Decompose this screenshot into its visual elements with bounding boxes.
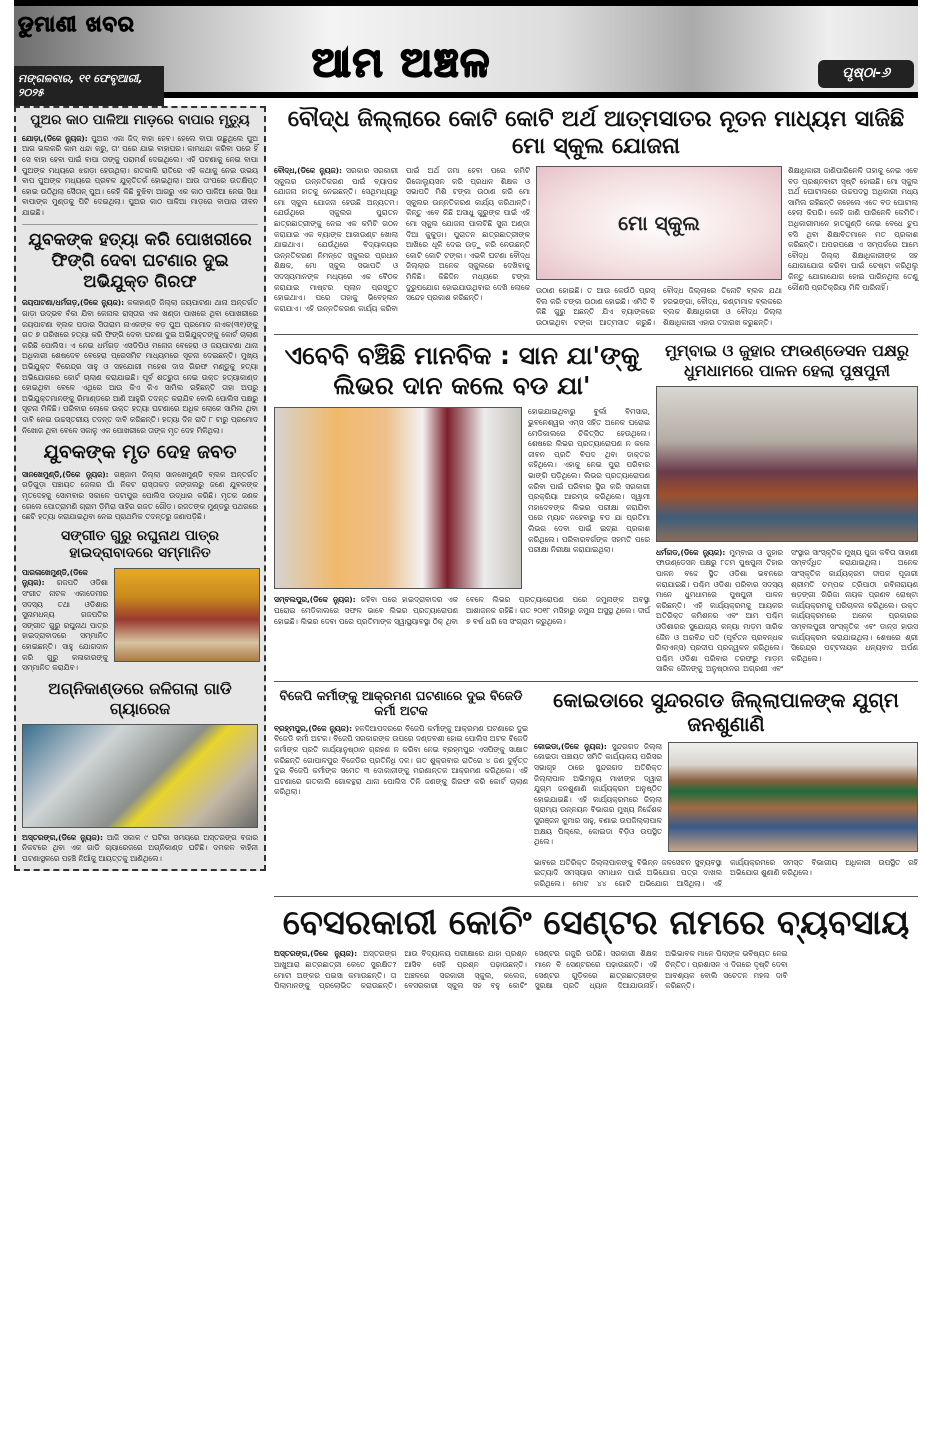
bjp-article [274,688,528,798]
article-text: ହଳଦିଆପଦରରେ ବିଜେପି କର୍ମୀଙ୍କୁ ଆକ୍ରମଣ ଘଟଣାରେ ଦୁଇ ବିଜେଡି କର୍ମୀ ଅଟକ। ବିଜେପି ସରକାରଙ୍କ ଉପରେ ଦଣ୍ଡବଶୀ ହୋଇ ପୋଲିସ ଅଟକ ବିଜେଡି କର୍ମୀଙ୍କ ପ୍ରତି କାର୍ଯ୍ୟାନୁଷ୍ଠାନ ଗ୍ରହଣ ନ କରିବା ନେଇ ବ୍ରହ୍ମପୁର ଏସପିଙ୍କୁ ସାକ୍ଷାତ କରିଛନ୍ତି ଗୋପାଳପୁର ବିଜେଡିର ପ୍ରତିନିଧି ଦଳ। ଗତ ଶୁକ୍ରବାର ରାତିରେ ୪ ଜଣ ଦୁର୍ବୃତ୍ତ ଦୁଇ ବିଜେପି କର୍ମୀଙ୍କ ସମେତ ୩ ଦୋକାନୀଙ୍କୁ ମରଣାନ୍ତକ ଆକ୍ରମଣ କରିଥିଲେ। ଏହି ଘଟଣାରେ ଗତକାଲି ଗୋଳନ୍ଥରା ଥାନା ପୋଲିସ ତିନି ଜଣଙ୍କୁ ଗିରଫ କରି କୋର୍ଟ ଚାଲାଣ କରିଥିଲା। [274,723,528,797]
article-headline: ସଙ୍ଗୀତ ଗୁରୁ ରଘୁନାଥ ପାତ୍ର ହାଇଦ୍ରାବାଦରେ ସମ୍ମାନିତ [61,527,219,562]
page-number-badge: ପୃଷ୍ଠା-୬ [818,60,914,88]
award-ceremony-photo [114,568,260,662]
article-row [22,568,258,674]
article-text: ପୁଅର ଏକା ଜିଦ୍ ବାହା ହେବ। ହେଲେ ବାପା ଉଛୁଥିଲେ ପୁଅ ଆଗ ଭଲକରି କାମ ଧନ୍ଦା କରୁ, ତା' ପରେ ଯାଇ ବାହାଘର। କାମଧନ୍ଦା କରିବା ପରେ ହିଁ ସେ ବାହା ହେବା ପାଇଁ ବାପା ତାଙ୍କୁ ପରାମର୍ଶ ଦେଇଥିଲେ। ଏହି ଘଟଣାକୁ ନେଇ ବାପା ପୁଅଙ୍କ ମଧ୍ୟରେ ଝଗଡ଼ା ହେଉଥିଲା। ଗତକାଲି ରାତିରେ ଏହି କଥାକୁ ନେଇ ଉଭୟ ବାପ ପୁଅଙ୍କ ମଧ୍ୟରେ ପ୍ରବଳ ଯୁକ୍ତିତର୍କ ହୋଇଥିଲା। ଆଉ ତା'ପରେ ଉତକ୍ଷିପ୍ତ ହୋଇ ଉଠିଥିଲା ସୈତାନ୍ ପୁଅ। କେହି କିଛି ବୁଝିବା ଆଗରୁ ଏକ କାଠ ପାଳିଆ ନେଇ ସିଧା ବାପାଙ୍କ ମୁଣ୍ଡକୁ ପିଟି ଦେଇଥିଲା। ପୁଅର କାଠ ପାଳିଆ ମାଡ଼ରେ ବାପାର ଜୀବନ ଯାଇଛି। [22,133,258,218]
article-text: ଗଜପତି ଓଡିଶା ସଂଗୀତ ନାଟକ ଏକାଡେମୀର ସଦସ୍ୟ ତଥା ଓଡିଶାର ସୁନାମଧନ୍ୟ ଗଜପତିର ସଙ୍ଗୀତ ଗୁରୁ ରଘୁନାଥ ପାତ୍ର ହାଇଦ୍ରାବାଦରେ ସମ୍ମାନିତ ହୋଇଛନ୍ତି। ସାହୁ ଯୋଗଦାନ କରି ଗୁରୁ କଳାକାରଙ୍କୁ ସମ୍ମାନିତ କରାଯିବ। [22,578,108,673]
koida-article-body: ଭାବରେ ଅତିରିକ୍ତ ଜିଲ୍ଲାପାଳଙ୍କୁ ବିଭିନ୍ନ ଜଳସେଚନ ସୁବ୍ୟବସ୍ଥା ଇତ୍ୟାଦି ସମସ୍ୟାର ସମାଧାନ ପାଇଁ ଅଭିଯୋଗ ପତ୍ର ଦାଖଲ କରିଥିଲେ। ମୋଟ ୪୪ ଗୋଟି ଅଭିଯୋଗ ଆସିଥିଲା। ଏହି କାର୍ଯ୍ୟକ୍ରମରେ ସମସ୍ତ ବିଭାଗୀୟ ଅଧିକାରୀ ଉପସ୍ଥିତ ରହି ଅଭିଯୋଗ ଶୁଣାଣି କରିଥିଲେ। [534,857,918,889]
dateline: ଧର୍ମଗଡ,(ଡିକେ ନ୍ୟୁଜ): [656,547,726,557]
article-body [22,470,258,523]
lead-article-middle [536,166,782,328]
article-headline: ପୁଅର କାଠ ପାଳିଆ ମାଡ଼ରେ ବାପାର ମୃତ୍ୟୁ [30,112,250,128]
koida-article-side [534,742,662,848]
mo-school-logo-image [536,166,782,280]
liver-photo-row [274,407,650,589]
lead-headline: ବୌଦ୍ଧ ଜିଲ୍ଲାରେ କୋଟି କୋଟି ଅର୍ଥ ଆତ୍ମସାତର ନୂତନ ମାଧ୍ୟମ ସାଜିଛି ମୋ ସ୍କୁଲ ଯୋଜନା [287,106,905,159]
main-news-area [274,106,918,992]
koida-photo-row [534,742,918,852]
page-content [14,106,918,992]
article-body [22,833,258,865]
dateline: କୋଇଡା,(ଡିକେ ନ୍ୟୁଜ): [534,741,607,751]
article-text: ଗଞ୍ଜାମ ଜିଲ୍ଲା ସାନଖେମୁଣ୍ଡି ବ୍ଲକ ଅନ୍ତର୍ଗତ ଗଡ଼ିଗୁଡ଼ା ପଞ୍ଚାୟତ ଜେଲର ଘାଁ ନିକଟ ରାସ୍ତାକଡ଼ ଜଙ୍ଗଲରୁ ଜଣେ ଯୁବକଙ୍କ ମୃତଦେହକୁ ସୋମବାର ସକାଳେ ପଟାପୁର ପୋଲିସ ଉଦ୍ଧାର କରିଛି। ମୃତକ ଜଣକ ଗେଲେ ପୋତ୍ରାମଣି ଗ୍ରାମ ଡ଼ିମିରା ସାହିର ରଜତ ଗୌଡ଼। ରଜତଙ୍କ ମୁଣ୍ଡରୁ ପଥରରେ ଛେଚି ହତ୍ୟା କରାଯାଇଥିବା ନେଇ ପ୍ରାଥମିକ ତଦନ୍ତରୁ ଜଣାପଡ଼ିଛି। [22,469,258,522]
article-text: ସରକାର ସରକାରୀ ସ୍କୁଲର ଉନ୍ନତିକରଣ ପାଇଁ ବ୍ୟାପକ ଯୋଜନା ହାତକୁ ନେଇଛନ୍ତି। ସେଥିମଧ୍ୟରୁ ମୋ ସ୍କୁଲ ଯୋଜନା ହେଉଛି ଅନ୍ୟତମ। ଯେଉଁଥିରେ ସ୍କୁଲର ପୁରାତନ ଛାତ୍ରଛାତ୍ରୀଙ୍କୁ ନେଇ ଏକ କମିଟି ଗଠନ କରାଯାଇ ଏକ ବ୍ୟାଙ୍କ ଆକାଉଣ୍ଟ ଖୋଲା ଯାଇଥାଏ। ଯେଉଁଥିରେ ବିଦ୍ୟାଳୟର ଉନ୍ନତିକରଣ ନିମନ୍ତେ ସ୍କୁଲର ପ୍ରଧାନ ଶିକ୍ଷକ, ମୋ ସ୍କୁଲ ସଭାପତି ଓ ସଦସ୍ୟମାନଙ୍କ ମଧ୍ୟରେ ଏକ ବୈଠକ କରାଯାଇ ମାଷ୍ଟର ପ୍ଲାନ ପ୍ରସ୍ତୁତ ହୋଇଥାଏ। ପରେ ତାହାକୁ ଭିବେହ୍ଲନ କରାଯାଏ। ଏହି ଉନ୍ନତିକରଣ କାର୍ଯ୍ୟ କରିବା ପାଇଁ ଅର୍ଥ ଜମା ହେବା ପରେ କମିଟି ରିଜୋଲ୍ୟୁସନ କରି ପ୍ରଧାନ ଶିକ୍ଷକ ଓ ସଭାପତି ମିଶି ଟଙ୍କା ଉଠାଣ କରି ମୋ ସ୍କୁଲର ଉନ୍ନତିକରଣ କାର୍ଯ୍ୟ କରିଥାନ୍ତି। କିନ୍ତୁ ଏବେ କିଛି ଅସାଧୁ ଗୁରୁଙ୍କ ପାଇଁ ଏହି ମୋ ସ୍କୁଲ ଯୋଜନା ପାଲଟିଛି ସୁନା ଅଣ୍ଡା ଦିଆ କୁକୁଡ଼ା। ପୁରାତନ ଛାତ୍ରଛାତ୍ରୀଙ୍କ ଆଖିରେ ଧୂଳି ଦେଇ ଉଡ଼ୁ କରି ନେଉଛନ୍ତି କୋଟି କୋଟି ଟଙ୍କା। ଏଭଳି ଘଟଣା ବୌଦ୍ଧ ଜିଲ୍ଲାର ଅନେକ ସ୍କୁଲରେ ଦେଖିବାକୁ ମିଳିଛି। କିଛିଦିନ ମଧ୍ୟରେ ଟଙ୍କା ଦୁରୁପଯୋଗ ହୋଇଯାଉଥିବାର ଦେଖି ଲୋକେ ସନ୍ଦେହ ପ୍ରକାଶ କରିଛନ୍ତି। [274,166,530,313]
pushpuni-headline: ମୁମ୍ବାଇ ଓ ଜୁହାର ଫାଉଣ୍ଡେସନ ପକ୍ଷରୁ ଧୁମଧାମରେ ପାଳନ ହେଲା ପୁଷପୁନୀ [664,341,910,380]
article-text: ଆଜି ସକାଳ ୯ ଘଟିକା ସମୟରେ ଅସ୍ତରଙ୍ଗ ବଜାର ନିକଟରେ ଥିବା ଏକ ଗାଡି ଗ୍ୟାରେଜରେ ଅଗ୍ନିକାଣ୍ଡ ଘଟିଛି। ଦମକଳ ବାହିନୀ ଘଟଣାସ୍ଥଳରେ ପହଞ୍ଚି ନିଆଁକୁ ଆୟତ୍ତକୁ ଆଣିଥିଲେ। [22,832,258,863]
dateline: ଜୟପାଟଣା/ଧର୍ମଗଡ଼,(ଡିକେ ନ୍ୟୁଜ): [22,298,125,308]
pushpuni-article [656,341,918,675]
liver-headline: ଏବେବି ବଞ୍ଚିଛି ମାନବିକ : ସାନ ଯା'ଙ୍କୁ ଲିଭର ଦାନ କଲେ ବଡ ଯା' [284,341,640,401]
section-title: ଆମ ଅଞ୍ଚଳ [312,40,492,86]
divider [22,224,258,225]
third-row [274,688,918,890]
dateline: ଅସ୍ତରଙ୍ଗ,(ଡିକେ ନ୍ୟୁଜ): [274,949,358,959]
article-headline: ଯୁବକଙ୍କ ହତ୍ୟା କରି ପୋଖରୀରେ ଫିଙ୍ଗି ଦେବା ଘଟଣାର ଦୁଇ ଅଭିଯୁକ୍ତ ଗିରଫ [28,229,252,293]
lead-article-body-cont: ଶିକ୍ଷାଧିକାରୀ ଜାଣିପାରିନେଳି ତାହାକୁ ନେଇ ଏବେ ବଡ଼ ପ୍ରଶ୍ନବାଚୀ ସୃଷ୍ଟି ହୋଇଛି। ମୋ ସ୍କୁଲ ଅର୍ଥ ଘୋଟାଲରେ ଉଚ୍ଚପଦସ୍ଥ ଅଧିକାରୀ ମଧ୍ୟ ସାମିଲ ରହିଛନ୍ତି କହେଲେ ଏତେ ବଡ ଘୋଟାଲା ହେଲା କିପରି। କେହି ଜାଣି ପାରିନେଳି କେମିତି। ଅଧିକାରୀମାନେ ହାତଗୁଣ୍ଡି ନେଇ ବେଧେ ଚୁପ ବସି ଥିବା ଶିକ୍ଷାବିତମାନେ ମତ ପ୍ରକାଶ କରିଛନ୍ତି। ଅପରପକ୍ଷେ ଏ ସମ୍ପର୍କରେ ଆମେ ବୌଦ୍ଧ ଜିଲ୍ଲା ଶିକ୍ଷାଧିକାରୀଙ୍କ ସହ ଯୋଗାଯୋଗ କରିବା ପାଇଁ ଚେଷ୍ଟା କରିଥିଲୁ କିନ୍ତୁ ଯୋଗାଯୋଗ ହୋଇ ପାରିନଥିଲା ତେଣୁ କୌଣସି ପ୍ରତିକ୍ରିୟା ମିଳି ପାରିନାହିଁ। [788,166,918,292]
bjp-headline: ବିଜେପି କର୍ମୀଙ୍କୁ ଆକ୍ରମଣ ଘଟଣାରେ ଦୁଇ ବିଜେଡି କର୍ମୀ ଅଟକ [279,687,523,718]
article-body [22,134,258,219]
divider [274,896,918,897]
divider [274,334,918,335]
coaching-article-body [274,949,918,991]
hospital-patient-photo [274,407,522,589]
koida-article [534,688,918,890]
fire-garage-photo [22,724,258,828]
dateline: ବୌଦ୍ଧ,(ଡିକେ ନ୍ୟୁଜ): [274,166,343,175]
article-text: କଳାହାଣ୍ଡି ଜିଲ୍ଲା ଜୟପାଟଣା ଥାନା ଅନ୍ତର୍ଗତ ଗାଡ଼ା ଉଦ୍ଭବ ବଁକା ଯିବା କେନାଲ ରାସ୍ତାର ଏକ ଖଣ୍ଡା ପାଖରେ ଥିବା ପୋଖରୀରେ ଜୟପାଟଣା ବ୍ଲକ ପଡାର ସିତାରାମ ନାଏକଙ୍କ ବଡ଼ ପୁଅ ପ୍ରମୋଦ ନାଏକ(୩୧)ଙ୍କୁ ଗତ ୭ ତାରିଖରେ ହତ୍ୟା କରି ଫିଙ୍ଗି ଦେବା ଘଟଣା ଦୁଇ ଅଭିଯୁକ୍ତଙ୍କୁ କୋର୍ଟ ଚାଲାଣ କରିଛି ପୋଲିସ। ଏ ନେଇ ଧର୍ମଗଡ଼ ଏସଡିପିଓ ମନୋଜ ବେହେରା ଓ ଜୟପାଟଣା ଥାନା ଅଧିକାରୀ ଶେଷଦେବ ବେହେରା ପ୍ରେସମିଟ ମାଧ୍ୟମରେ ସୂଚନା ଦେଇଛନ୍ତି। ମୁଖ୍ୟ ଅଭିଯୁକ୍ତ ବିରେନ୍ଦ୍ର ସାହୁ ଓ ସହଯୋଗୀ ମହେଶ ଦାସ ଗିରଫ ମଣ୍ଡୁକୁ ହତ୍ୟା ଅଭିଯୋଗରେ କୋର୍ଟ ଚାଲାଣ କରାଯାଇଛି। ପୂର୍ବ ଶତ୍ରୁତା ନେଇ ଉକ୍ତ ହତ୍ୟାକାଣ୍ଡ ହୋଇଥିବା ବେଳେ ଏଥିରେ ଆଉ କିଏ କିଏ ସାମିଲ ରହିଛନ୍ତି ତାହା ଅପରୁ ଅଭିଯୁକ୍ତମାନଙ୍କୁ ରିମାଣ୍ଡରେ ଆଣି ଆହୁରି ତଦନ୍ତ କରାଯିବ ବୋଲି ପୋଲିସ ପକ୍ଷରୁ ସୂଚନା ମିଳିଛି। ପରିବାର ଲୋକେ ଉକ୍ତ ହତ୍ୟା ଘଟଣାରେ ଅଧିକ ଲୋକେ ସାମିଲ ଥିବା ଦାବି ନେଇ ଉଚ୍ଚସ୍ତରୀୟ ତଦନ୍ତ ଦାବି କରିଛନ୍ତି। ହତ୍ୟା ଦିନ ରାତି ୮ ଟାରୁ ପ୍ରମୋଦ ନିଖୋଜ ଥିବା ବେଳେ ସକାଳୁ ଏକ ପୋଖରୀରେ ତାଙ୍କ ମୃତ ଦେହ ମିଳିଥିଲା। [22,298,258,435]
dateline: ପାରଳାଖେମୁଣ୍ଡି,(ଡିକେ ନ୍ୟୁଜ): [22,567,88,588]
pushpuni-article-body [656,548,918,675]
dateline: ଯୋଡ଼ା,(ଡିକେ ନ୍ୟୁଜ): [22,133,88,143]
article-headline: ଅଗ୍ନିକାଣ୍ଡରେ ଜଳିଗଲା ଗାଡି ଗ୍ୟାରେଜ [48,678,232,718]
article-text: ସୁନ୍ଦରଗଡ ଜିଲ୍ଲା କୋଇଡା ପଞ୍ଚାୟତ ସମିତି କାର୍ଯ୍ୟାଳୟ ପରିସର ସଭାଗୃହ ଠାରେ ସୁନ୍ଦରଗଡ ଅତିରିକ୍ତ ଜିଲ୍ଲାପାଳ ଅଭିମନ୍ୟୁ ମାଝୀଙ୍କ ଦ୍ୱାରା ଯୁଗ୍ମ ଜନଶୁଣାଣି କାର୍ଯ୍ୟକ୍ରମ ଅନୁଷ୍ଠିତ ହୋଇଯାଇଛି। ଏହି କାର୍ଯ୍ୟକ୍ରମରେ ଜିଲ୍ଲା ଗ୍ରାମ୍ୟ ଉନ୍ନୟନ ବିଭାଗର ମୁଖ୍ୟ ନିର୍ଦ୍ଦେଶକ ସୁରଞ୍ଜନ କୁମାର ସାହୁ, ବଣାଇ ଉପଜିଲ୍ଲାପାଳ ଅକ୍ଷୟ ପିଲ୍ଲେ, କୋଇଡା ବିଡ଼ିଓ ଉପସ୍ଥିତ ଥିଲେ। [534,741,662,847]
public-grievance-meeting-photo [668,742,918,852]
dateline: ବ୍ରହ୍ମପୁର,(ଡିକେ ନ୍ୟୁଜ): [274,723,353,733]
lead-article-body [274,166,530,314]
divider [274,681,918,682]
dateline: ଅସ୍ତରଙ୍ଗ,(ଡିକେ ନ୍ୟୁଜ): [22,832,103,842]
article-text: ମୁମ୍ବାଇ ଓ ଜୁହାର ଫାଉଣ୍ଡେସନ ପକ୍ଷରୁ ୮ତମ ପୁଷପୁନୀ ତିହାର ପାଳନ ବଦ୍ଦେ ସ୍ଥିତ ଓଡିଶା ଭବନରେ କରାଯାଇଛି। ପଶ୍ଚିମ ଓଡିଶା ପରିବାର ସଦସ୍ୟ ମାନେ ଧୁମଧାମରେ ପୁଷପୁନୀ ପାଳନ କରିଛନ୍ତି। ଏହି କାର୍ଯ୍ୟକ୍ରମକୁ ଆୟକର ଅତିରିକ୍ତ କମିଶନର ଏବଂ ଆମ ପଶ୍ଚିମ ଓଡିଶାରର ସୁଯୋଗ୍ୟ କନ୍ୟା ମାଡ଼ମ ସାରିକ ଜୈନ ଓ ଅରବିନ୍ଦ ପତି (ପୂର୍ବତନ ପ୍ରବନ୍ଧକ ରିଲାଏନ୍ସ) ପ୍ରଦୀପ ପ୍ରଜ୍ୱଳନ କରିଥିଲେ। ପଶ୍ଚିମ ଓଡିଶା ପରିବାର ତରଫରୁ ମାଡ଼ମ ସାରିକ ଜୈନଙ୍କୁ ଅନୁଷ୍ଠାନର ଅଗ୍ରଣୀ ଏବଂ ସଂସ୍ଥାର ସାଂସ୍କୃତିକ ମୁଖ୍ୟ ପୁଜା କବିତା ସାହାଣୀ ସମ୍ବର୍ଦ୍ଧିତ କରାଯାଇଥିଲା। ଅନେକ ସାଂସ୍କୃତିକ କାର୍ଯ୍ୟକ୍ରମ ଦୀପକ ପୂଜାରୀ ଶ୍ରୀମତି ଚମ୍ପକ ତ୍ରିପାଠୀ ରବିନାରାୟଣ ଷଡ଼ଙ୍ଗୀ ଗିରିଜା ନାୟକ ପ୍ରଣବ ରୋଷ୍ଟା କାର୍ଯ୍ୟକ୍ରମକୁ ପରିଚାଳନା କରିଥିଲେ। ଉକ୍ତ କାର୍ଯ୍ୟକ୍ରମରେ ଅନେକ ପ୍ରକାରର ସମ୍ବଲପୁରୀ ସାଂସ୍କୃତିକ ଏବଂ ଡାନ୍ସ ହାଉସ କାର୍ଯ୍ୟକ୍ରମ କରାଯାଇଥିଲା। ଶେଷରେ ଶ୍ରୀ ସିରେନ୍ଦ୍ର ପଟ୍ଟନାୟକ ଧନ୍ୟବାଦ ଅର୍ପଣ କରିଥିଲେ। [656,547,918,674]
dateline: ସମ୍ବଲପୁର,(ଡିକେ ନ୍ୟୁଜ): [274,595,356,605]
second-row [274,341,918,675]
liver-article-body [274,595,650,627]
article-body [22,568,108,674]
dateline: ସାନଖେମୁଣ୍ଡି,(ଡିକେ ନ୍ୟୁଜ): [22,469,109,479]
left-news-column [14,106,266,871]
article-text: ଅସ୍ତରଙ୍ଗ ଆଖୁଆରା ଛାତ୍ରଛାତ୍ରୀ କେତେ ସୁରକ୍ଷିତ? ମୋଟା ଅଙ୍କର ପଇସା କମାଉଛନ୍ତି। ତା ପିଲାମାନଙ୍କୁ ପ୍ରଲୋଭିତ କରାଉଛନ୍ତି। ଆଉ ବିଦ୍ୟାଳୟ ପରୀକ୍ଷାରେ ଯାହା ପ୍ରଶ୍ନ ଆସିବ ସେହି ପ୍ରଶ୍ନ ପଢ଼ାଉଛନ୍ତି। ଅଞ୍ଚଳରେ ସରକାରୀ ସ୍କୁଲ, କଲେଜ, ବେସରକାରୀ ସ୍କୁଲ ସହ ବହୁ କୋଚିଂ ସେଣ୍ଟର ଗଜୁରି ଉଠିଛି। ସରକାରୀ ଶିକ୍ଷକ ମାନେ ବି ସେଣ୍ଟରରେ ପଢ଼ାଉଛନ୍ତି। ଏହି ସେଣ୍ଟର ଗୁଡ଼ିକରେ ଛାତ୍ରଛାତ୍ରୀଙ୍କ ସୁରକ୍ଷା ପ୍ରତି ଧ୍ୟାନ ଦିଆଯାଉନାହିଁ। ଅଭିଭାବକ ମାନେ ପିଲାଙ୍କ ଭବିଷ୍ୟତ ନେଇ ଚିନ୍ତିତ। ପ୍ରଶାସନ ଏ ଦିଗରେ ଦୃଷ୍ଟି ଦେବା ଆବଶ୍ୟକ ବୋଲି ସଚେତନ ମହଲ ଦାବି କରିଛନ୍ତି। [274,949,788,991]
issue-date: ମଙ୍ଗଳବାର, ୧୧ ଫେବୃଆରୀ, ୨୦୨୫ [14,66,164,106]
bjp-article-body [274,724,528,798]
lead-article-body-cont: ଉଠାଣ ହୋଇଛି। ତ ଆଉ କେଉଁଠି ପ୍ରସ୍ ବିଲ କରି ଟଙ୍କା ଉଠାଣ ହୋଇଛି। ଏମିତି ବି କିଛି ଗୁରୁ ଅଛନ୍ତି ଯିଏ ବ୍ୟାଙ୍କରେ ଉଠାଇଥିବା ଟଙ୍କା ଆତ୍ମସାତ କରୁଛି। ବୌଦ୍ଧ ଜିଲ୍ଲାରେ ତିନୋଟି ବ୍ଲକ ଯଥା ହରଭଙ୍ଗା, ବୌଦ୍ଧ, କଣ୍ଟାମାଳ ବ୍ଲକରେ ବ୍ଲକ ଶିକ୍ଷାଧିକାରୀ ଓ ବୌଦ୍ଧ ଜିଲ୍ଲା ଶିକ୍ଷାଧିକାରୀ ଏହାର ତଦାରଖ କରୁଛନ୍ତି। [536,286,782,327]
group-celebration-photo [656,386,918,542]
mo-school-logo-text: ମୋ ସ୍କୁଲ [618,211,700,235]
lead-article [274,166,918,328]
liver-article-side: ହୋଇଯାଇଥିବାରୁ ବୁର୍ଲା ବିମସାର, ଭୁବନେଶ୍ୱର ଏମ୍ସ ସହିତ ଅନେକ ଘରୋଇ ମେଡିକାଲରେ ଚିକିତ୍ସିତ ହେଉଥିଲେ। ଶେଷରେ ଲିଭର ପ୍ରତ୍ୟାରୋପଣ ନ କଲେ ଜୀବନ ପ୍ରତି ବିପଦ ଥିବା ଡାକ୍ତର କହିଥିଲେ। ଏହାକୁ ନେଇ ପୁରା ପରିବାର ଭାଙ୍ଗି ପଡ଼ିଥିଲେ। ଲିଭର ପ୍ରତ୍ୟାରୋପଣ କରିବା ପାଇଁ ପରିବାର ସ୍ଥିର କରି ସରକାରୀ ପ୍ରକ୍ରିୟା ଆରମ୍ଭ କରିଥିଲେ। ସ୍ୱାମୀ ମହାଦେବଙ୍କ ଲିଭର ପରୀକ୍ଷା କରାଯିବା ପରେ ମ୍ୟାଚ ନହେବାରୁ ବଡ ଯା ପ୍ରତିମା ଲିଭର ଦେବା ପାଇଁ ଇଚ୍ଛା ପ୍ରକାଶ କରିଥିଲେ। ପରିବାରବର୍ଗଙ୍କ ସହମତି ପରେ ପରୀକ୍ଷା ନିରୀକ୍ଷା କରାଯାଇଥିଲା। [528,407,650,555]
article-text: କହିବା ପରେ ହାଇଦ୍ରାବାଦର ଏକ ଘରୋଇ ମେଡିକାଲରେ ସଫଳ ଭାବେ ଲିଭର ପ୍ରତ୍ୟାରୋପଣ ହୋଇଛି। ଲିଭର ଦେବା ପରେ ପ୍ରତିମାଙ୍କ ସ୍ୱାସ୍ଥ୍ୟାବସ୍ଥା ଠିକ୍ ଥିବା ବେଳେ ଲିଭର ପ୍ରତ୍ୟାରୋପଣ ପରେ ଜମୁନାଙ୍କ ଅବସ୍ଥା ଆଶାଜନକ ରହିଛି। ଗତ ୨୦୧୮ ମସିହାରୁ ଜମୁନା ଅସୁସ୍ଥ ଥିଲେ। ଦୀର୍ଘ ୭ ବର୍ଷ ଧରି ସେ ସଂଗ୍ରାମ କରୁଥିଲେ। [274,595,650,626]
article-body [22,298,258,436]
newspaper-logo: ଡୁମାଣୀ ଖବର [18,12,135,36]
coaching-headline: ବେସରକାରୀ କୋଚିଂ ସେଣ୍ଟର ନାମରେ ବ୍ୟବସାୟ [282,902,910,943]
koida-headline: କୋଇଡାରେ ସୁନ୍ଦରଗଡ ଜିଲ୍ଲାପାଳଙ୍କ ଯୁଗ୍ମ ଜନଶୁଣାଣି [553,687,899,736]
liver-article [274,341,650,627]
article-headline: ଯୁବକଙ୍କ ମୃତ ଦେହ ଜବତ [43,441,237,464]
